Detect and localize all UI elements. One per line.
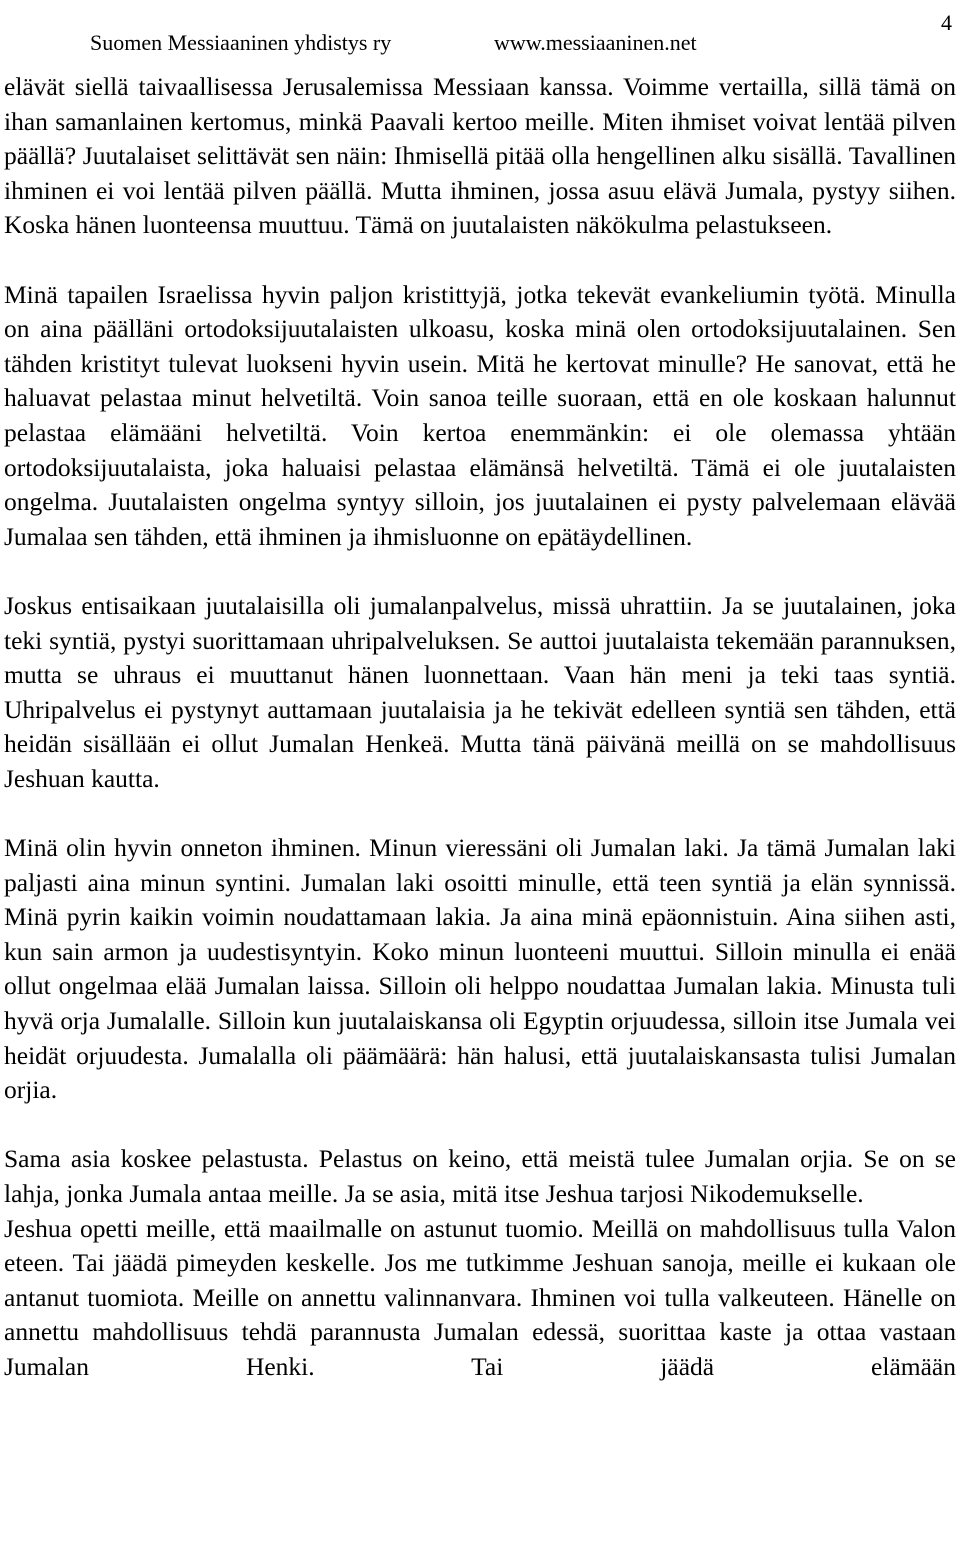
paragraph: Minä tapailen Israelissa hyvin paljon kristittyjä, jotka tekevät evankeliumin työtä. Minulla on aina päälläni ortodoksijuutalaisten ulkoasu, koska minä olen ortodoksijuutalainen. Sen tähden kristityt tulevat luokseni hyvin usein. Mitä he kertovat minulle? He sanovat, että he haluavat pelastaa minut helvetiltä. Voin sanoa teille suoraan, että en ole koskaan halunnut pelastaa elämääni helvetiltä. Voin kertoa enemmänkin: ei ole olemassa yhtään ortodoksijuutalaista, joka haluaisi pelastaa elämänsä helvetiltä. Tämä ei ole juutalaisten ongelma. Juutalaisten ongelma syntyy silloin, jos juutalainen ei pysty palvelemaan elävää Jumalaa sen tähden, että ihminen ja ihmisluonne on epätäydellinen. [4,279,956,551]
document-body [4,70,956,1419]
page-number: 4 [941,10,952,35]
paragraph: Sama asia koskee pelastusta. Pelastus on keino, että meistä tulee Jumalan orjia. Se on se lahja, jonka Jumala antaa meille. Ja se asia, mitä itse Jeshua tarjosi Nikodemukselle. [4,1144,956,1208]
website-link[interactable]: www.messiaaninen.net [494,30,697,55]
paragraph: elävät siellä taivaallisessa Jerusalemissa Messiaan kanssa. Voimme vertailla, sillä tämä on ihan samanlainen kertomus, minkä Paavali kertoo meille. Miten ihmiset voivat lentää pilven päällä? Juutalaiset selittävät sen näin: Ihmisellä pitää olla hengellinen alku sisällä. Tavallinen ihminen ei voi lentää pilven päällä. Mutta ihminen, jossa asuu elävä Jumala, pystyy siihen. Koska hänen luonteensa muuttuu. Tämä on juutalaisten näkökulma pelastukseen. [4,72,956,240]
paragraph: Joskus entisaikaan juutalaisilla oli jumalanpalvelus, missä uhrattiin. Ja se juutalainen, joka teki syntiä, pystyi suorittamaan uhripalveluksen. Se auttoi juutalaista tekemään parannuksen, mutta se uhraus ei muuttanut hänen luonnettaan. Vaan hän meni ja teki taas syntiä. Uhripalvelus ei pystynyt auttamaan juutalaisia ja he tekivät edelleen syntiä sen tähden, että heidän sisällään ei ollut Jumalan Henkeä. Mutta tänä päivänä meillä on se mahdollisuus Jeshuan kautta. [4,590,956,793]
page-header [90,10,960,60]
organization-name: Suomen Messiaaninen yhdistys ry [90,30,392,55]
paragraph: Minä olin hyvin onneton ihminen. Minun vieressäni oli Jumalan laki. Ja tämä Jumalan laki paljasti aina minun syntini. Jumalan laki osoitti minulle, että teen syntiä ja elän synnissä. Minä pyrin kaikin voimin noudattamaan lakia. Ja aina minä epäonnistuin. Aina siihen asti, kun sain armon ja uudestisyntyin. Koko minun luonteeni muuttui. Silloin minulla ei enää ollut ongelmaa elää Jumalan laissa. Silloin oli helppo noudattaa Jumalan lakia. Minusta tuli hyvä orja Jumalalle. Silloin kun juutalaiskansa oli Egyptin orjuudessa, silloin itse Jumala vei heidät orjuudesta. Jumalalla oli päämäärä: hän halusi, että juutalaiskansasta tulisi Jumalan orjia. [4,833,956,1105]
paragraph: Jeshua opetti meille, että maailmalle on astunut tuomio. Meillä on mahdollisuus tulla Valon eteen. Tai jäädä pimeyden keskelle. Jos me tutkimme Jeshuan sanoja, meille ei kukaan ole antanut tuomiota. Meille on annettu valinnanvara. Ihminen voi tulla valkeuteen. Hänelle on annettu mahdollisuus tehdä parannusta Jumalan edessä, suorittaa kaste ja ottaa vastaan Jumalan Henki. Tai jäädä elämään [4,1213,956,1381]
